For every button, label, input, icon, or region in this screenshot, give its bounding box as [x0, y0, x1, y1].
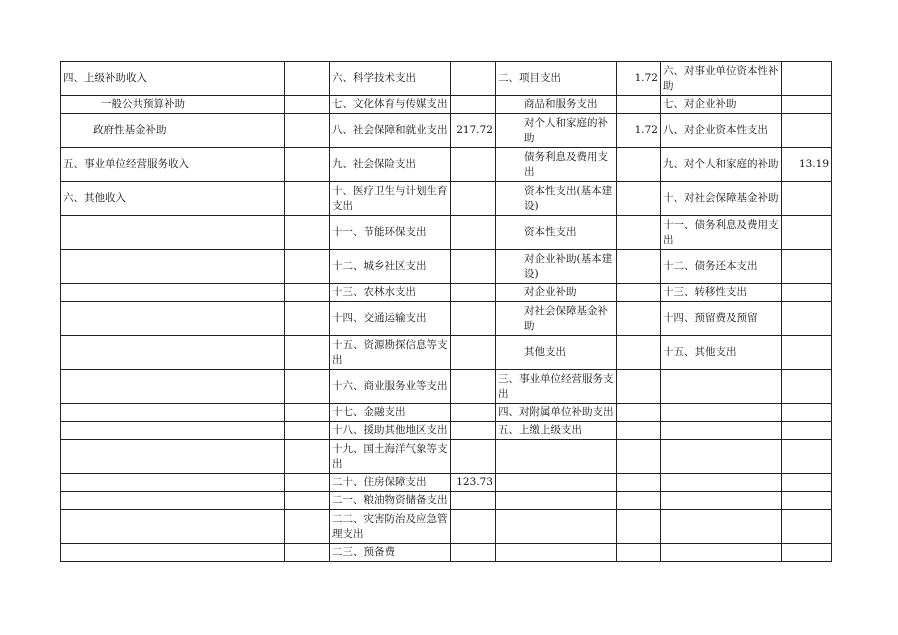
gov-economic-expense-cell: [661, 474, 782, 492]
economic-amount-cell: [617, 336, 661, 370]
gov-economic-expense-cell: [661, 492, 782, 510]
income-amount-cell: [285, 440, 330, 474]
economic-amount-cell: [617, 544, 661, 562]
function-expense-cell: 十四、交通运输支出: [330, 302, 451, 336]
economic-expense-cell: 对社会保障基金补助: [496, 302, 617, 336]
income-amount-cell: [285, 474, 330, 492]
economic-expense-cell: 对个人和家庭的补助: [496, 114, 617, 148]
table-row: [61, 62, 832, 96]
gov-economic-expense-cell: [661, 404, 782, 422]
table-row: [61, 336, 832, 370]
income-item-cell: 五、事业单位经营服务收入: [61, 148, 285, 182]
economic-amount-cell: [617, 422, 661, 440]
income-item-cell: [61, 492, 285, 510]
function-expense-cell: 二二、灾害防治及应急管理支出: [330, 510, 451, 544]
income-amount-cell: [285, 148, 330, 182]
economic-amount-cell: [617, 302, 661, 336]
gov-economic-amount-cell: 13.19: [782, 148, 832, 182]
gov-economic-expense-cell: 十二、债务还本支出: [661, 250, 782, 284]
economic-expense-cell: [496, 474, 617, 492]
economic-amount-cell: [617, 182, 661, 216]
function-expense-cell: 十、医疗卫生与计划生育支出: [330, 182, 451, 216]
function-amount-cell: [451, 216, 496, 250]
economic-amount-cell: [617, 148, 661, 182]
function-expense-cell: 八、社会保障和就业支出: [330, 114, 451, 148]
table-row: [61, 422, 832, 440]
gov-economic-expense-cell: [661, 544, 782, 562]
function-expense-cell: 十八、援助其他地区支出: [330, 422, 451, 440]
income-amount-cell: [285, 182, 330, 216]
economic-amount-cell: [617, 96, 661, 114]
income-item-cell: [61, 440, 285, 474]
function-amount-cell: [451, 62, 496, 96]
function-amount-cell: [451, 492, 496, 510]
economic-expense-cell: 资本性支出(基本建设): [496, 182, 617, 216]
economic-amount-cell: 1.72: [617, 62, 661, 96]
function-expense-cell: 十一、节能环保支出: [330, 216, 451, 250]
table-row: [61, 440, 832, 474]
function-expense-cell: 六、科学技术支出: [330, 62, 451, 96]
income-amount-cell: [285, 492, 330, 510]
gov-economic-expense-cell: 十三、转移性支出: [661, 284, 782, 302]
economic-amount-cell: [617, 404, 661, 422]
economic-expense-cell: 三、事业单位经营服务支出: [496, 370, 617, 404]
gov-economic-amount-cell: [782, 302, 832, 336]
function-amount-cell: [451, 182, 496, 216]
gov-economic-expense-cell: 十四、预留费及预留: [661, 302, 782, 336]
function-amount-cell: [451, 96, 496, 114]
economic-amount-cell: [617, 284, 661, 302]
income-item-cell: [61, 544, 285, 562]
gov-economic-amount-cell: [782, 96, 832, 114]
income-item-cell: [61, 216, 285, 250]
income-amount-cell: [285, 544, 330, 562]
income-item-cell: [61, 250, 285, 284]
function-amount-cell: [451, 284, 496, 302]
function-amount-cell: [451, 336, 496, 370]
economic-amount-cell: [617, 370, 661, 404]
economic-amount-cell: [617, 440, 661, 474]
gov-economic-expense-cell: 十一、债务利息及费用支出: [661, 216, 782, 250]
table-row: [61, 544, 832, 562]
income-item-cell: [61, 474, 285, 492]
table-row: [61, 474, 832, 492]
gov-economic-amount-cell: [782, 250, 832, 284]
economic-expense-cell: [496, 492, 617, 510]
function-expense-cell: 二三、预备费: [330, 544, 451, 562]
economic-expense-cell: [496, 510, 617, 544]
table-row: [61, 404, 832, 422]
function-amount-cell: [451, 440, 496, 474]
table-row: [61, 250, 832, 284]
economic-amount-cell: [617, 474, 661, 492]
income-amount-cell: [285, 62, 330, 96]
table-row: [61, 216, 832, 250]
economic-expense-cell: 对企业补助(基本建设): [496, 250, 617, 284]
function-amount-cell: 217.72: [451, 114, 496, 148]
function-expense-cell: 二十、住房保障支出: [330, 474, 451, 492]
gov-economic-expense-cell: [661, 370, 782, 404]
income-amount-cell: [285, 370, 330, 404]
table-row: [61, 182, 832, 216]
function-expense-cell: 十九、国土海洋气象等支出: [330, 440, 451, 474]
function-amount-cell: [451, 148, 496, 182]
gov-economic-amount-cell: [782, 474, 832, 492]
function-amount-cell: [451, 370, 496, 404]
gov-economic-expense-cell: 十五、其他支出: [661, 336, 782, 370]
income-amount-cell: [285, 404, 330, 422]
income-amount-cell: [285, 510, 330, 544]
gov-economic-amount-cell: [782, 336, 832, 370]
gov-economic-amount-cell: [782, 440, 832, 474]
income-item-cell: [61, 370, 285, 404]
income-item-cell: [61, 510, 285, 544]
income-item-cell: 六、其他收入: [61, 182, 285, 216]
economic-expense-cell: 二、项目支出: [496, 62, 617, 96]
gov-economic-amount-cell: [782, 404, 832, 422]
function-amount-cell: [451, 250, 496, 284]
gov-economic-amount-cell: [782, 114, 832, 148]
economic-amount-cell: [617, 216, 661, 250]
gov-economic-expense-cell: [661, 422, 782, 440]
economic-expense-cell: 商品和服务支出: [496, 96, 617, 114]
gov-economic-expense-cell: 九、对个人和家庭的补助: [661, 148, 782, 182]
function-expense-cell: 二一、粮油物资储备支出: [330, 492, 451, 510]
income-item-cell: 四、上级补助收入: [61, 62, 285, 96]
income-item-cell: [61, 284, 285, 302]
table-row: [61, 148, 832, 182]
gov-economic-expense-cell: [661, 440, 782, 474]
function-expense-cell: 十三、农林水支出: [330, 284, 451, 302]
income-amount-cell: [285, 284, 330, 302]
economic-expense-cell: 四、对附属单位补助支出: [496, 404, 617, 422]
gov-economic-amount-cell: [782, 422, 832, 440]
economic-expense-cell: 其他支出: [496, 336, 617, 370]
budget-table: [60, 61, 832, 562]
gov-economic-expense-cell: 十、对社会保障基金补助: [661, 182, 782, 216]
function-amount-cell: [451, 422, 496, 440]
table-row: [61, 370, 832, 404]
economic-expense-cell: 债务利息及费用支出: [496, 148, 617, 182]
function-amount-cell: [451, 302, 496, 336]
table-row: [61, 492, 832, 510]
income-item-cell: [61, 404, 285, 422]
economic-amount-cell: [617, 510, 661, 544]
income-item-cell: 一般公共预算补助: [61, 96, 285, 114]
economic-expense-cell: 资本性支出: [496, 216, 617, 250]
table-row: [61, 114, 832, 148]
economic-expense-cell: 对企业补助: [496, 284, 617, 302]
gov-economic-expense-cell: 八、对企业资本性支出: [661, 114, 782, 148]
function-amount-cell: 123.73: [451, 474, 496, 492]
function-expense-cell: 十七、金融支出: [330, 404, 451, 422]
function-expense-cell: 十五、资源勘探信息等支出: [330, 336, 451, 370]
income-amount-cell: [285, 96, 330, 114]
income-amount-cell: [285, 216, 330, 250]
function-amount-cell: [451, 544, 496, 562]
function-expense-cell: 九、社会保险支出: [330, 148, 451, 182]
gov-economic-amount-cell: [782, 62, 832, 96]
gov-economic-amount-cell: [782, 370, 832, 404]
gov-economic-amount-cell: [782, 544, 832, 562]
gov-economic-amount-cell: [782, 216, 832, 250]
income-item-cell: [61, 302, 285, 336]
function-expense-cell: 七、文化体育与传媒支出: [330, 96, 451, 114]
income-amount-cell: [285, 114, 330, 148]
gov-economic-amount-cell: [782, 492, 832, 510]
table-row: [61, 510, 832, 544]
function-expense-cell: 十六、商业服务业等支出: [330, 370, 451, 404]
economic-expense-cell: 五、上缴上级支出: [496, 422, 617, 440]
economic-amount-cell: [617, 250, 661, 284]
income-amount-cell: [285, 336, 330, 370]
gov-economic-expense-cell: [661, 510, 782, 544]
function-amount-cell: [451, 510, 496, 544]
economic-expense-cell: [496, 440, 617, 474]
table-row: [61, 284, 832, 302]
gov-economic-amount-cell: [782, 510, 832, 544]
income-amount-cell: [285, 422, 330, 440]
economic-amount-cell: [617, 492, 661, 510]
gov-economic-amount-cell: [782, 284, 832, 302]
economic-amount-cell: 1.72: [617, 114, 661, 148]
function-amount-cell: [451, 404, 496, 422]
income-item-cell: 政府性基金补助: [61, 114, 285, 148]
gov-economic-expense-cell: 六、对事业单位资本性补助: [661, 62, 782, 96]
gov-economic-amount-cell: [782, 182, 832, 216]
function-expense-cell: 十二、城乡社区支出: [330, 250, 451, 284]
income-item-cell: [61, 422, 285, 440]
income-amount-cell: [285, 250, 330, 284]
income-item-cell: [61, 336, 285, 370]
table-row: [61, 302, 832, 336]
gov-economic-expense-cell: 七、对企业补助: [661, 96, 782, 114]
table-row: [61, 96, 832, 114]
economic-expense-cell: [496, 544, 617, 562]
income-amount-cell: [285, 302, 330, 336]
